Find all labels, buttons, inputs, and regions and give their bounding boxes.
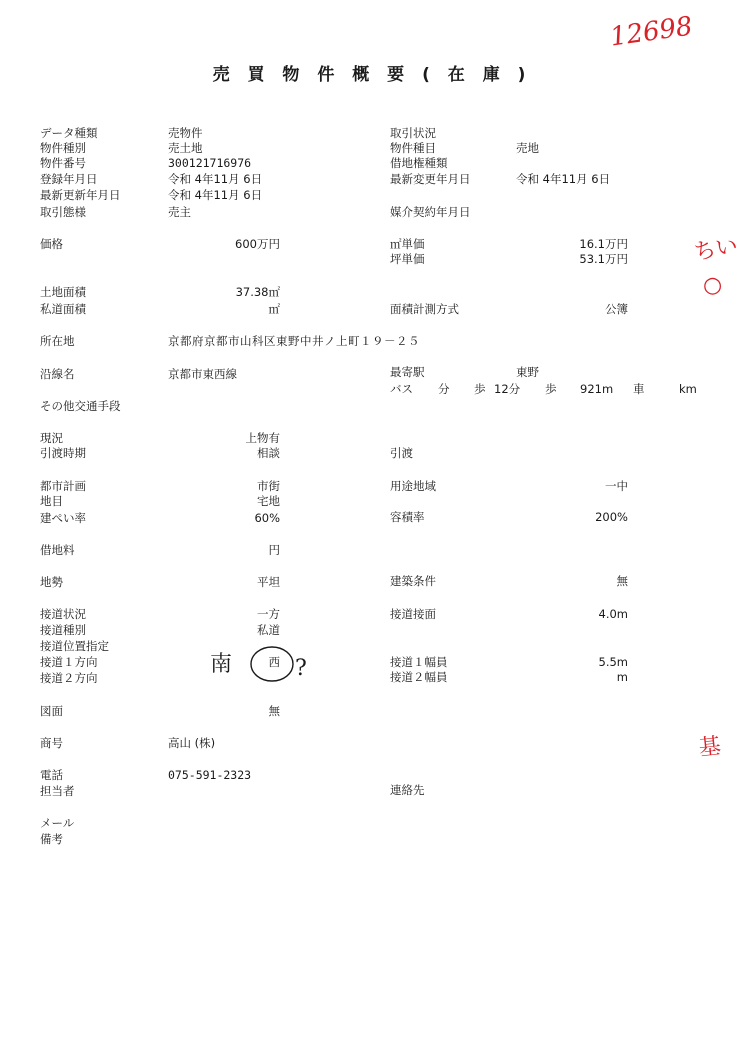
land-rent-value: 円 [268,543,280,557]
update-date-value: 令和 4年11月 6日 [168,188,263,202]
handwritten-side-mark: 基 [697,733,723,762]
walk-minutes: 12分 [494,382,521,396]
change-date-label: 最新変更年月日 [390,172,471,186]
line-value: 京都市東西線 [168,367,237,381]
measure-value: 公簿 [605,302,628,316]
private-road-value: ㎡ [268,302,280,316]
status-label: 現況 [40,431,63,445]
road-type-label: 接道種別 [40,623,86,637]
zoning-label: 用途地域 [390,479,436,493]
remarks-label: 備考 [40,832,63,846]
station-value: 東野 [516,365,539,379]
handover-time-value: 相談 [257,446,280,460]
trade-name-value: 高山 (株) [168,736,216,750]
car-distance: km [679,382,697,396]
handover-time-label: 引渡時期 [40,446,86,460]
lease-type-label: 借地権種類 [390,156,448,170]
land-category-value: 宅地 [257,494,280,508]
mail-label: メール [40,816,75,830]
terrain-label: 地勢 [40,575,63,589]
update-date-label: 最新更新年月日 [40,188,121,202]
contract-date-label: 媒介契約年月日 [390,205,471,219]
phone-value: 075-591-2323 [168,768,252,782]
prop-item-value: 売地 [516,141,539,155]
road-contact-label: 接道接面 [390,607,436,621]
contact-label: 連絡先 [390,783,425,797]
walk-label: 歩 [474,382,486,396]
bus-minutes: 分 [438,382,450,396]
city-plan-value: 市街 [257,479,280,493]
handover-label: 引渡 [390,446,413,460]
walk-distance-label: 歩 [545,382,557,396]
road1-width-value: 5.5m [598,655,628,669]
change-date-value: 令和 4年11月 6日 [516,172,611,186]
tx-mode-label: 取引態様 [40,205,86,219]
prop-kind-value: 売土地 [168,141,203,155]
tx-mode-value: 売主 [168,205,191,219]
walk-distance: 921m [580,382,614,396]
prop-kind-label: 物件種別 [40,141,86,155]
data-type-value: 売物件 [168,126,203,140]
road2-direction-label: 接道２方向 [40,671,98,685]
person-label: 担当者 [40,784,75,798]
far-label: 容積率 [390,510,425,524]
road-type-value: 私道 [257,623,280,637]
tx-status-label: 取引状況 [390,126,436,140]
sqm-price-label: ㎡単価 [390,237,425,251]
handwritten-question-mark: ? [295,656,307,681]
handwritten-number: 12698 [608,11,695,53]
address-label: 所在地 [40,334,75,348]
road1-direction-value: 西 [268,655,280,669]
page-title: 売 買 物 件 概 要 ( 在 庫 ) [212,65,532,85]
far-value: 200% [595,510,628,524]
road-status-value: 一方 [257,607,280,621]
road1-direction-label: 接道１方向 [40,655,98,669]
sqm-price-value: 16.1万円 [579,237,628,251]
prop-item-label: 物件種目 [390,141,436,155]
zoning-value: 一中 [605,479,628,493]
land-category-label: 地目 [40,494,63,508]
land-rent-label: 借地料 [40,543,75,557]
city-plan-label: 都市計画 [40,479,86,493]
status-value: 上物有 [245,431,280,445]
reg-date-value: 令和 4年11月 6日 [168,172,263,186]
handwritten-direction-note: 南 [210,652,233,677]
measure-label: 面積計測方式 [390,302,459,316]
land-area-label: 土地面積 [40,285,86,299]
building-condition-value: 無 [616,574,628,588]
handwritten-circle-mark: ○ [703,273,723,298]
tsubo-price-value: 53.1万円 [579,252,628,266]
trade-name-label: 商号 [40,736,63,750]
drawing-value: 無 [268,704,280,718]
line-label: 沿線名 [40,367,75,381]
road-status-label: 接道状況 [40,607,86,621]
prop-no-label: 物件番号 [40,156,86,170]
car-label: 車 [633,382,645,396]
phone-label: 電話 [40,768,63,782]
terrain-value: 平坦 [257,575,280,589]
bcr-label: 建ぺい率 [40,511,86,525]
reg-date-label: 登録年月日 [40,172,98,186]
road-designation-label: 接道位置指定 [40,639,109,653]
road-contact-value: 4.0m [598,607,628,621]
other-transport-label: その他交通手段 [40,399,121,413]
road2-width-value: m [616,670,628,684]
address-value: 京都府京都市山科区東野中井ノ上町１９－２５ [168,334,420,348]
tsubo-price-label: 坪単価 [390,252,425,266]
prop-no-value: 300121716976 [168,156,252,170]
drawing-label: 図面 [40,704,63,718]
land-area-value: 37.38㎡ [235,285,280,299]
price-label: 価格 [40,237,63,251]
station-label: 最寄駅 [390,365,425,379]
bcr-value: 60% [254,511,280,525]
private-road-label: 私道面積 [40,302,86,316]
road2-width-label: 接道２幅員 [390,670,448,684]
price-value: 600万円 [235,237,280,251]
handwritten-side-mark: ちい [692,233,740,266]
data-type-label: データ種類 [40,126,98,140]
building-condition-label: 建築条件 [390,574,436,588]
road1-width-label: 接道１幅員 [390,655,448,669]
bus-label: バス [390,382,413,396]
